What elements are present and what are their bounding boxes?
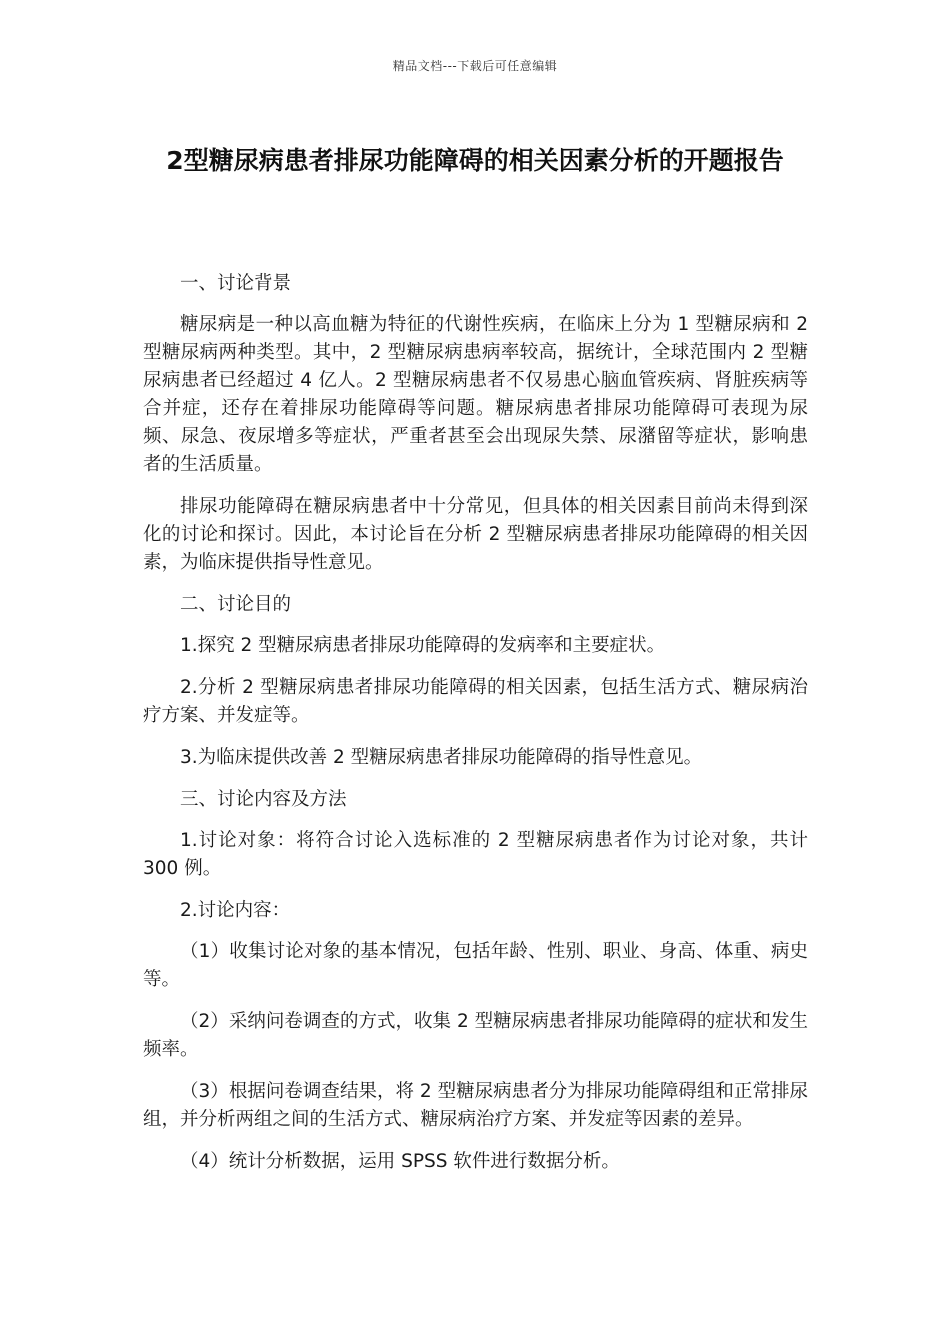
- document-title: 2型糖尿病患者排尿功能障碍的相关因素分析的开题报告: [166, 146, 784, 175]
- methods-subitem-3: （3）根据问卷调查结果，将 2 型糖尿病患者分为排尿功能障碍组和正常排尿组，并分析两组之间的生活方式、糖尿病治疗方案、并发症等因素的差异。: [143, 1081, 808, 1130]
- methods-item-1: 1.讨论对象：将符合讨论入选标准的 2 型糖尿病患者作为讨论对象，共计 300 例。: [143, 830, 808, 879]
- section-heading-methods: 三、讨论内容及方法: [180, 789, 347, 810]
- methods-subitem-4: （4）统计分析数据，运用 SPSS 软件进行数据分析。: [180, 1151, 620, 1172]
- methods-subitem-2: （2）采纳问卷调查的方式，收集 2 型糖尿病患者排尿功能障碍的症状和发生频率。: [143, 1011, 808, 1060]
- paragraph-background-2: 排尿功能障碍在糖尿病患者中十分常见，但具体的相关因素目前尚未得到深化的讨论和探讨。因此，本讨论旨在分析 2 型糖尿病患者排尿功能障碍的相关因素，为临床提供指导性意见。: [143, 496, 808, 573]
- section-heading-background: 一、讨论背景: [180, 273, 292, 294]
- purpose-item-1: 1.探究 2 型糖尿病患者排尿功能障碍的发病率和主要症状。: [180, 635, 666, 656]
- section-heading-purpose: 二、讨论目的: [180, 594, 292, 615]
- purpose-item-2: 2.分析 2 型糖尿病患者排尿功能障碍的相关因素，包括生活方式、糖尿病治疗方案、并发症等。: [143, 677, 808, 726]
- document-body: [143, 270, 808, 1190]
- purpose-item-3: 3.为临床提供改善 2 型糖尿病患者排尿功能障碍的指导性意见。: [180, 747, 703, 768]
- methods-item-2: 2.讨论内容：: [180, 900, 291, 921]
- methods-subitem-1: （1）收集讨论对象的基本情况，包括年龄、性别、职业、身高、体重、病史等。: [143, 941, 808, 990]
- header-note: 精品文档---下载后可任意编辑: [392, 59, 558, 73]
- paragraph-background-1: 糖尿病是一种以高血糖为特征的代谢性疾病，在临床上分为 1 型糖尿病和 2 型糖尿病两种类型。其中，2 型糖尿病患病率较高，据统计，全球范围内 2 型糖尿病患者已经超过 4 亿人。2 型糖尿病患者不仅易患心脑血管疾病、肾脏疾病等合并症，还存在着排尿功能障碍等问题。糖尿病患者排尿功能障碍可表现为尿频、尿急、夜尿增多等症状，严重者甚至会出现尿失禁、尿潴留等症状，影响患者的生活质量。: [143, 314, 808, 475]
